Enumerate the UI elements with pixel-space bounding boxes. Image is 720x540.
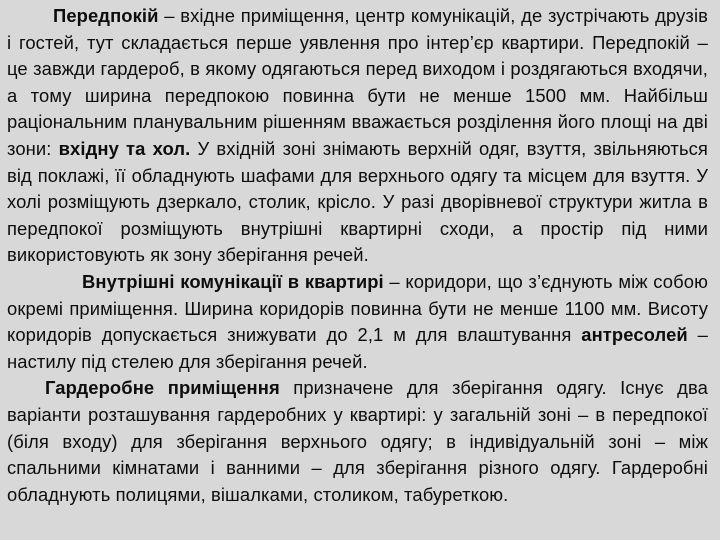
- hallway-text-2: У вхідній зоні знімають верхній одяг, взуття, звільняються від поклажі, її обладнують шафами для верхнього одягу та місцем для взуття. У холі розміщують дзеркало, столик, крісло. У разі дворівневої структури житла в передпокої розміщують внутрішні квартирні сходи, а простір під ними використовують як зону зберігання речей.: [7, 137, 708, 266]
- paragraph-wardrobe: [7, 375, 708, 508]
- communications-text-1: – коридори, що з’єднують між собою окремі приміщення. Ширина коридорів повинна бути не менше 1100 мм. Висоту коридорів допускається знижувати до 2,1 м для влаштування: [7, 270, 708, 346]
- term-internal-communications: Внутрішні комунікації в квартирі: [82, 270, 384, 292]
- paragraph-hallway: [7, 3, 708, 269]
- paragraph-internal-communications: [7, 269, 708, 375]
- hallway-text-1: – вхідне приміщення, центр комунікацій, де зустрічають друзів і гостей, тут складається перше уявлення про інтер’єр квартири. Передпокій – це завжди гардероб, в якому одягаються перед виходом і роздягаються входячи, а тому ширина передпокою повинна бути не менше 1500 мм. Найбільш раціональним планувальним рішенням вважається розділення його площі на дві зони:: [7, 5, 708, 159]
- wardrobe-text: призначене для зберігання одягу. Існує два варіанти розташування гардеробних у квартирі: у загальній зоні – в передпокої (біля входу) для зберігання верхнього одягу; в індивідуальній зоні – між спальними кімнатами і ванними – для зберігання різного одягу. Гардеробні обладнують полицями, вішалками, столиком, табуреткою.: [7, 377, 709, 505]
- communications-text-2: – настилу під стелею для зберігання речей.: [7, 324, 708, 372]
- term-hallway: Передпокій: [53, 5, 159, 26]
- term-entry-zones: вхідну та хол.: [58, 137, 191, 159]
- term-mezzanine: антресолей: [581, 324, 688, 346]
- term-wardrobe: Гардеробне приміщення: [45, 377, 280, 399]
